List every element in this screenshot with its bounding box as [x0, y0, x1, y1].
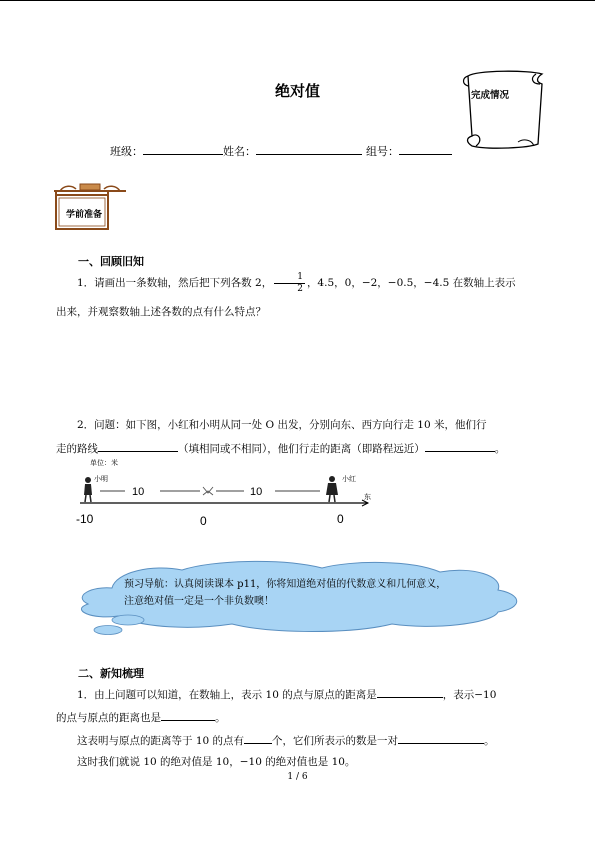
- q2-text-a: 走的路线: [56, 443, 98, 455]
- q2-blank-distance[interactable]: [425, 440, 495, 452]
- fraction-half: [274, 272, 305, 295]
- s2-l1-text-b: ，表示−10: [442, 689, 497, 701]
- fraction-denominator: 2: [297, 283, 303, 294]
- s2-l2-text-b: 。: [215, 712, 226, 724]
- section1-heading: 一、回顾旧知: [78, 255, 144, 268]
- s2-line1: [56, 683, 540, 707]
- q1-text-b: ，4.5，0，−2，−0.5，−4.5 在数轴上表示: [306, 277, 516, 289]
- s2-l2-text-a: 的点与原点的距离也是: [56, 712, 161, 724]
- tick-left-label: -10: [76, 512, 94, 526]
- completion-label: 完成情况: [471, 90, 510, 101]
- class-label: 班级：: [110, 145, 143, 158]
- group-label: 组号：: [366, 145, 399, 158]
- fraction-numerator: 1: [274, 272, 305, 284]
- s2-blank-3[interactable]: [244, 732, 272, 744]
- banner-label: 学前准备: [66, 210, 103, 220]
- right-person-label: 小红: [342, 475, 356, 483]
- s2-l3-text-b: 个，它们所表示的数是一对: [272, 735, 399, 747]
- q2-text-b: （填相同或不相同），他们行走的距离（即路程远近）: [178, 443, 425, 455]
- section2-heading: 二、新知梳理: [78, 667, 144, 680]
- unit-label: 单位：米: [90, 459, 118, 467]
- q2-text-c: 。: [494, 443, 506, 455]
- s2-blank-2[interactable]: [161, 709, 215, 721]
- left-distance: 10: [132, 486, 145, 498]
- s2-blank-1[interactable]: [377, 686, 443, 698]
- east-label: 东: [364, 493, 371, 501]
- scroll-icon: [458, 68, 548, 154]
- class-field[interactable]: [143, 143, 223, 155]
- q1-line2: 出来，并观察数轴上述各数的点有什么特点？: [56, 306, 266, 318]
- tick-mid-label: 0: [200, 514, 207, 528]
- q1-text-a: 1．请画出一条数轴，然后把下列各数 2，: [77, 277, 273, 289]
- person-xiaohong-icon: [326, 476, 338, 502]
- top-rule: [0, 0, 595, 1]
- number-line-figure: [70, 455, 380, 535]
- origin-marker-icon: [203, 487, 213, 495]
- left-person-label: 小明: [94, 475, 108, 483]
- s2-blank-4[interactable]: [398, 732, 484, 744]
- s2-line4: 这时我们就说 10 的绝对值是 10，−10 的绝对值也是 10。: [77, 756, 356, 768]
- s2-line2: [56, 706, 540, 730]
- preview-guide-text: 预习导航：认真阅读课本 p11，你将知道绝对值的代数意义和几何意义，注意绝对值一定是一个非负数噢！: [124, 579, 447, 607]
- s2-l3-text-a: 这表明与原点的距离等于 10 的点有: [77, 735, 245, 747]
- q2-blank-route[interactable]: [98, 440, 178, 452]
- tick-right-label: 0: [337, 512, 344, 526]
- page-title: 绝对值: [274, 82, 320, 100]
- group-field[interactable]: [399, 143, 452, 155]
- name-field[interactable]: [256, 143, 362, 155]
- page-number: 1 / 6: [287, 772, 308, 782]
- s2-l3-text-c: 。: [484, 735, 495, 747]
- student-info-line: [110, 143, 452, 159]
- s2-l1-text-a: 1．由上问题可以知道，在数轴上，表示 10 的点与原点的距离是: [77, 689, 377, 701]
- q2-line1: 2．问题：如下图，小红和小明从同一处 O 出发，分别向东、西方向行走 10 米，他们行: [77, 419, 487, 431]
- right-distance: 10: [250, 486, 263, 498]
- question-1: [56, 271, 540, 295]
- name-label: 姓名：: [223, 145, 256, 158]
- person-xiaoming-icon: [84, 477, 92, 502]
